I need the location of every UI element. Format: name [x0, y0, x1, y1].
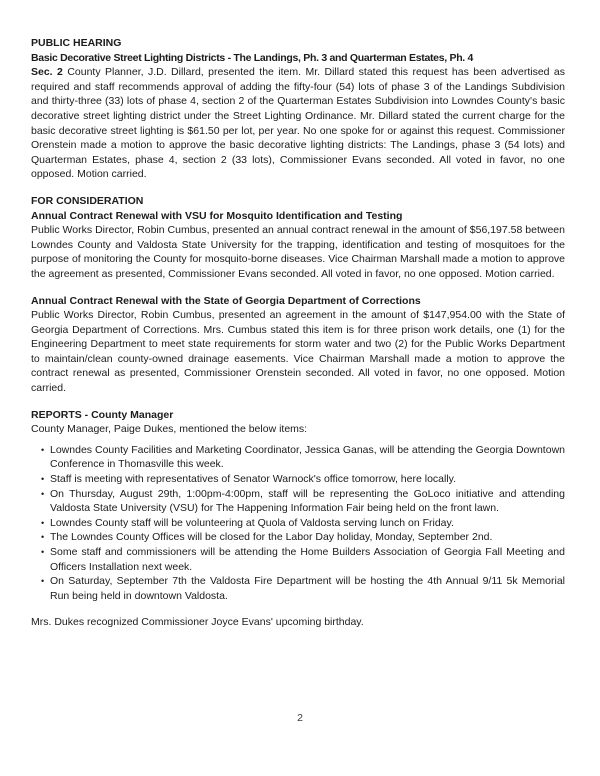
- page-number: 2: [297, 712, 303, 724]
- report-item: • The Lowndes County Offices will be closed for the Labor Day holiday, Monday, September 2nd.: [42, 530, 565, 545]
- vsu-contract-body: Public Works Director, Robin Cumbus, presented an annual contract renewal in the amount of $56,197.58 between Lowndes County and Valdosta State University for the trapping, identification and testing of mosquitoes for the purpose of monitoring the County for mosquito-borne diseases. Vice Chairman Marshall made a motion to approve the agreement as presented, Commissioner Evans seconded. All voted in favor, no one opposed. Motion carried.: [31, 224, 565, 280]
- street-lighting-lead: Sec. 2: [31, 66, 63, 79]
- reports-bullet-list: [31, 443, 565, 604]
- section-vsu-contract: [31, 209, 565, 282]
- report-item: • Lowndes County staff will be volunteering at Quola of Valdosta serving lunch on Friday.: [42, 516, 565, 531]
- report-item: • Staff is meeting with representatives of Senator Warnock's office tomorrow, here locally.: [42, 472, 565, 487]
- corrections-contract-body: Public Works Director, Robin Cumbus, presented an agreement in the amount of $147,954.00 with the State of Georgia Department of Corrections. Mrs. Cumbus stated this item is for three prison work details, one (1) for the Engineering Department to meet state requirements for storm water and two (2) for the Public Works Department to maintain/clean county-owned drainage easements. Vice Chairman Marshall made a motion to approve the contract renewal as presented, Commissioner Orenstein seconded. All voted in favor, no one opposed. Motion carried.: [31, 309, 565, 395]
- section-title-for-consideration: FOR CONSIDERATION: [31, 194, 144, 207]
- reports-heading: REPORTS - County Manager: [31, 408, 174, 421]
- corrections-contract-heading: Annual Contract Renewal with the State of Georgia Department of Corrections: [31, 294, 421, 307]
- section-corrections-contract: [31, 294, 565, 396]
- reports-intro: County Manager, Paige Dukes, mentioned the below items:: [31, 423, 308, 436]
- section-street-lighting: [31, 51, 565, 182]
- report-item: • On Saturday, September 7th the Valdosta Fire Department will be hosting the 4th Annual 9/11 5k Memorial Run being held in downtown Valdosta.: [42, 574, 565, 603]
- street-lighting-body: County Planner, J.D. Dillard, presented the item. Mr. Dillard stated this request has been advertised as required and staff recommends approval of adding the fifty-four (54) lots of phase 3 of the Landings Subdivision and thirty-three (33) lots of phase 4, section 2 of the Quarterman Estates Subdivision into Lowndes County's basic decorative street lighting district under the Street Lighting Ordinance. Mr. Dillard stated the current charge for the basic decorative street lighting is $61.50 per lot, per year. No one spoke for or against this request. Commissioner Orenstein made a motion to approve the basic decorative lighting districts: The Landings, phase 3 (54 lots) and Quarterman Estates, phase 4, section 2 (33 lots), Commissioner Evans seconded. All voted in favor, no one opposed. Motion carried.: [31, 66, 566, 181]
- report-item: • On Thursday, August 29th, 1:00pm-4:00pm, staff will be representing the GoLoco initiative and attending Valdosta State University (VSU) for The Happening Information Fair being held on the front lawn.: [42, 487, 565, 516]
- street-lighting-heading: Basic Decorative Street Lighting Districts - The Landings, Ph. 3 and Quarterman Estates, Ph. 4: [31, 51, 474, 64]
- report-item: • Some staff and commissioners will be attending the Home Builders Association of Georgia Fall Meeting and Officers Installation next week.: [42, 545, 565, 574]
- report-item: • Lowndes County Facilities and Marketing Coordinator, Jessica Ganas, will be attending the Georgia Downtown Conference in Thomasville this week.: [42, 443, 565, 472]
- vsu-contract-heading: Annual Contract Renewal with VSU for Mosquito Identification and Testing: [31, 209, 403, 222]
- section-reports: [31, 408, 565, 604]
- closing-remark: Mrs. Dukes recognized Commissioner Joyce Evans' upcoming birthday.: [31, 616, 364, 629]
- street-lighting-paragraph: [31, 65, 565, 182]
- section-title-public-hearing: PUBLIC HEARING: [31, 37, 122, 49]
